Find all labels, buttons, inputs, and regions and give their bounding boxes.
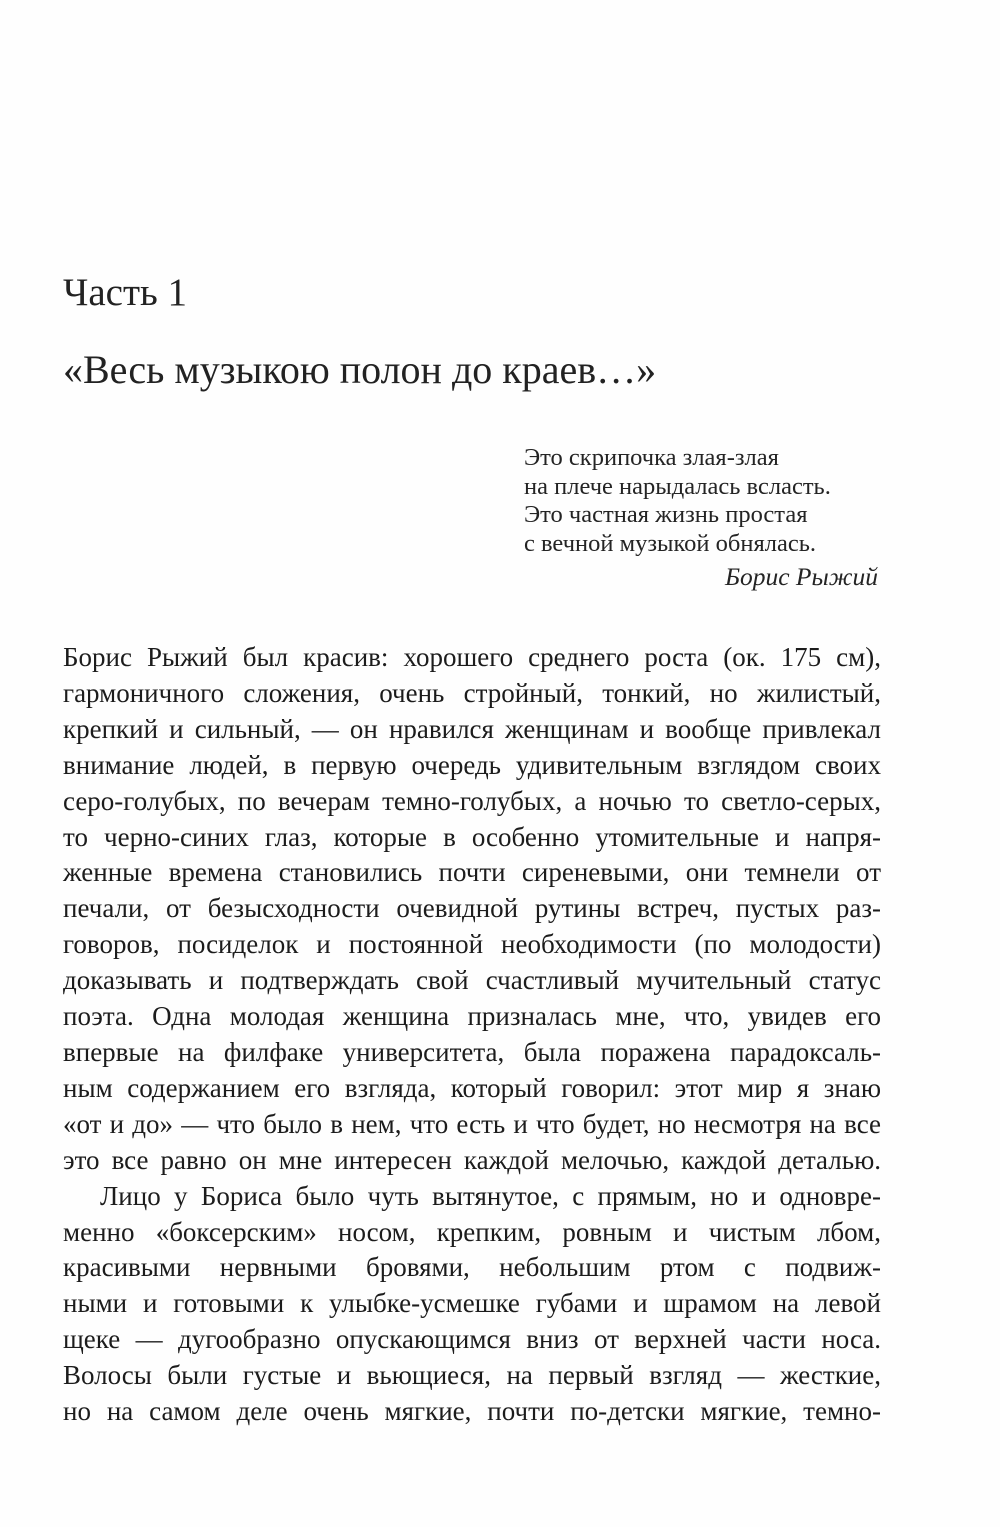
text-line: то черно-синих глаз, которые в особенно утомительные и напря- <box>63 821 881 852</box>
part-label: Часть 1 <box>63 271 188 314</box>
text-line: Лицо у Бориса было чуть вытянутое, с прямым, но и одновре- <box>100 1180 881 1211</box>
text-line: ными и готовыми к улыбке-усмешке губами и шрамом на левой <box>63 1288 881 1319</box>
chapter-title: «Весь музыкою полон до краев…» <box>63 347 657 392</box>
text-line: поэта. Одна молодая женщина призналась мне, что, увидев его <box>63 1001 881 1032</box>
text-line: но на самом деле очень мягкие, почти по-детски мягкие, темно- <box>63 1396 881 1427</box>
text-line: впервые на филфаке университета, была поражена парадоксаль- <box>63 1036 881 1067</box>
paragraph <box>63 640 881 1179</box>
text-line: крепкий и сильный, — он нравился женщинам и вообще привлекал <box>63 713 881 744</box>
text-line: ным содержанием его взгляда, который говорил: этот мир я знаю <box>63 1072 881 1103</box>
text-line: внимание людей, в первую очередь удивительным взглядом своих <box>63 749 881 780</box>
text-line: с вечной музыкой обнялась. <box>524 529 817 557</box>
epigraph-attribution: Борис Рыжий <box>724 562 878 591</box>
epigraph-poem <box>524 444 831 558</box>
text-line: женные времена становились почти сиреневыми, они темнели от <box>63 857 881 888</box>
text-line: печали, от безысходности очевидной рутины встреч, пустых раз- <box>63 893 881 924</box>
text-line: красивыми нервными бровями, небольшим ртом с подвиж- <box>63 1252 881 1283</box>
text-line: гармоничного сложения, очень стройный, тонкий, но жилистый, <box>63 677 881 708</box>
text-line: это все равно он мне интересен каждой мелочью, каждой деталью. <box>63 1144 881 1175</box>
text-line: Это скрипочка злая-злая <box>524 444 779 471</box>
text-line: щеке — дугообразно опускающимся вниз от верхней части носа. <box>63 1324 881 1355</box>
text-line: менно «боксерским» носом, крепким, ровным и чистым лбом, <box>63 1216 881 1247</box>
paragraph <box>63 1179 881 1430</box>
text-line: доказывать и подтверждать свой счастливый мучительный статус <box>63 965 881 996</box>
text-line: Борис Рыжий был красив: хорошего среднего роста (ок. 175 см), <box>63 642 881 672</box>
text-line: на плече нарыдалась всласть. <box>524 472 831 500</box>
text-line: «от и до» — что было в нем, что есть и что будет, но несмотря на все <box>63 1108 881 1139</box>
body-text <box>63 640 881 1430</box>
text-line: серо-голубых, по вечерам темно-голубых, а ночью то светло-серых, <box>63 785 881 816</box>
text-line: Это частная жизнь простая <box>524 501 808 528</box>
text-line: говоров, посиделок и постоянной необходимости (по молодости) <box>63 929 881 960</box>
text-line: Волосы были густые и вьющиеся, на первый взгляд — жесткие, <box>63 1360 881 1391</box>
